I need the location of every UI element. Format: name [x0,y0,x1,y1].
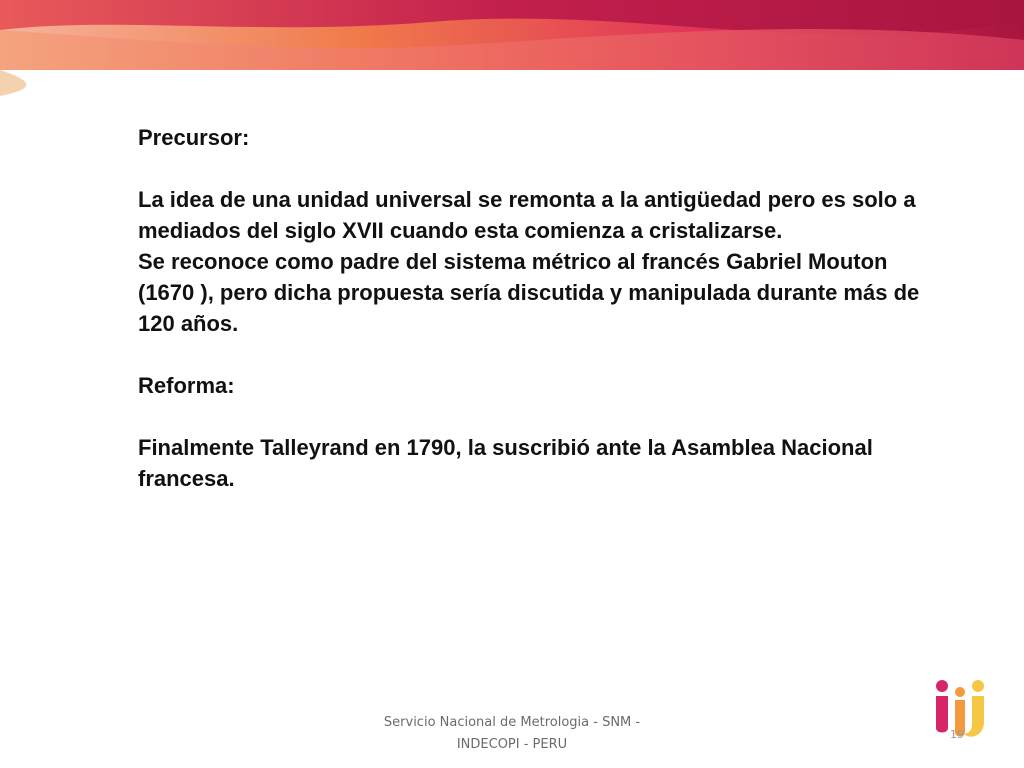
slide-number: 19 [950,728,964,741]
header-wave-banner [0,0,1024,100]
precursor-paragraph-2: Se reconoce como padre del sistema métrico al francés Gabriel Mouton (1670 ), pero dicha propuesta sería discutida y manipulada durante más de 120 años. [138,249,920,336]
footer-line-2: INDECOPI - PERU [456,737,568,752]
footer-organization [362,712,662,756]
footer-line-1: Servicio Nacional de Metrologia - SNM - [383,715,641,730]
precursor-paragraph-1: La idea de una unidad universal se remonta a la antigüedad pero es solo a mediados del siglo XVII cuando esta comienza a cristalizarse. [138,187,916,243]
reforma-heading: Reforma: [138,373,235,398]
precursor-heading: Precursor: [138,125,250,150]
slide-body [138,122,938,494]
spacer [138,153,938,184]
spacer [138,339,938,370]
reforma-paragraph-1: Finalmente Talleyrand en 1790, la suscribió ante la Asamblea Nacional francesa. [138,435,873,491]
spacer [138,401,938,432]
